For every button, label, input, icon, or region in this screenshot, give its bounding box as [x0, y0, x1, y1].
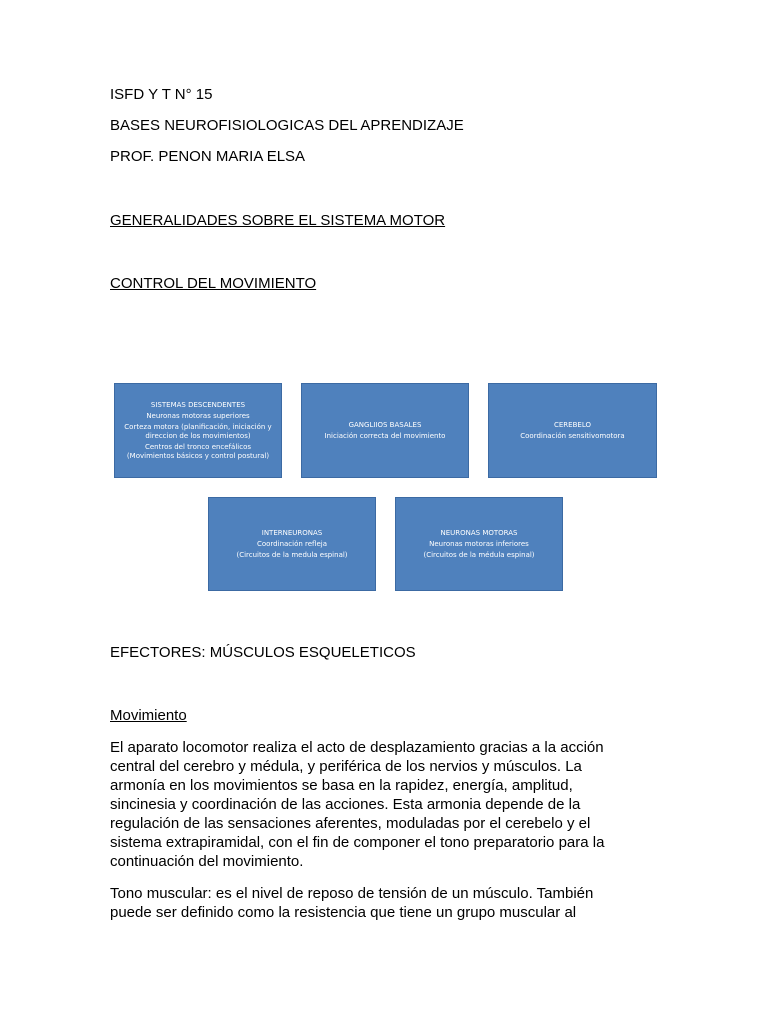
box-sistemas-descendentes: [114, 383, 282, 478]
box-text: Neuronas motoras inferiores: [429, 539, 529, 548]
box-title: INTERNEURONAS: [261, 528, 323, 537]
box-text: Coordinación refleja: [256, 539, 328, 548]
box-text: (Movimientos básicos y control postural): [126, 451, 270, 460]
paragraph-movimiento: [110, 738, 630, 871]
box-interneuronas: [208, 497, 376, 591]
paragraph-line: sincinesia y coordinación de las acciones. Esta armonia depende de la: [110, 796, 581, 813]
box-title: NEURONAS MOTORAS: [440, 528, 518, 537]
box-title: CEREBELO: [554, 420, 591, 429]
paragraph-line: armonía en los movimientos se basa en la rapidez, energía, amplitud,: [110, 777, 573, 794]
box-text: Corteza motora (planificación, iniciación y: [124, 422, 272, 431]
institution-line: ISFD Y T N° 15: [110, 86, 213, 103]
box-text: Centros del tronco encefálicos: [144, 442, 252, 451]
paragraph-line: Tono muscular: es el nivel de reposo de tensión de un músculo. También: [110, 885, 594, 902]
box-title: SISTEMAS DESCENDENTES: [150, 400, 246, 409]
box-neuronas-motoras: [395, 497, 563, 591]
paragraph-line: puede ser definido como la resistencia que tiene un grupo muscular al: [110, 904, 577, 921]
paragraph-line: central del cerebro y médula, y periférica de los nervios y músculos. La: [110, 758, 582, 775]
paragraph-line: regulación de las sensaciones aferentes, moduladas por el cerebelo y el: [110, 815, 591, 832]
box-text: (Circuitos de la médula espinal): [423, 550, 535, 559]
paragraph-line: El aparato locomotor realiza el acto de desplazamiento gracias a la acción: [110, 739, 604, 756]
box-text: (Circuitos de la medula espinal): [236, 550, 348, 559]
heading-efectores: EFECTORES: MÚSCULOS ESQUELETICOS: [110, 644, 416, 661]
box-text: Neuronas motoras superiores: [146, 411, 250, 420]
box-ganglios-basales: [301, 383, 469, 478]
box-cerebelo: [488, 383, 657, 478]
heading-control: CONTROL DEL MOVIMIENTO: [110, 275, 317, 292]
paragraph-line: sistema extrapiramidal, con el fin de componer el tono preparatorio para la: [110, 834, 605, 851]
paragraph-line: continuación del movimiento.: [110, 853, 304, 870]
subject-line: BASES NEUROFISIOLOGICAS DEL APRENDIZAJE: [110, 117, 464, 134]
box-text: Iniciación correcta del movimiento: [324, 431, 446, 440]
heading-movimiento: Movimiento: [110, 707, 187, 724]
box-text: Coordinación sensitivomotora: [520, 431, 625, 440]
heading-generalidades: GENERALIDADES SOBRE EL SISTEMA MOTOR: [110, 212, 446, 229]
professor-line: PROF. PENON MARIA ELSA: [110, 148, 306, 165]
paragraph-tono-muscular: [110, 884, 630, 922]
box-text: direccion de los movimientos): [145, 431, 251, 440]
box-title: GANGLIIOS BASALES: [348, 420, 422, 429]
